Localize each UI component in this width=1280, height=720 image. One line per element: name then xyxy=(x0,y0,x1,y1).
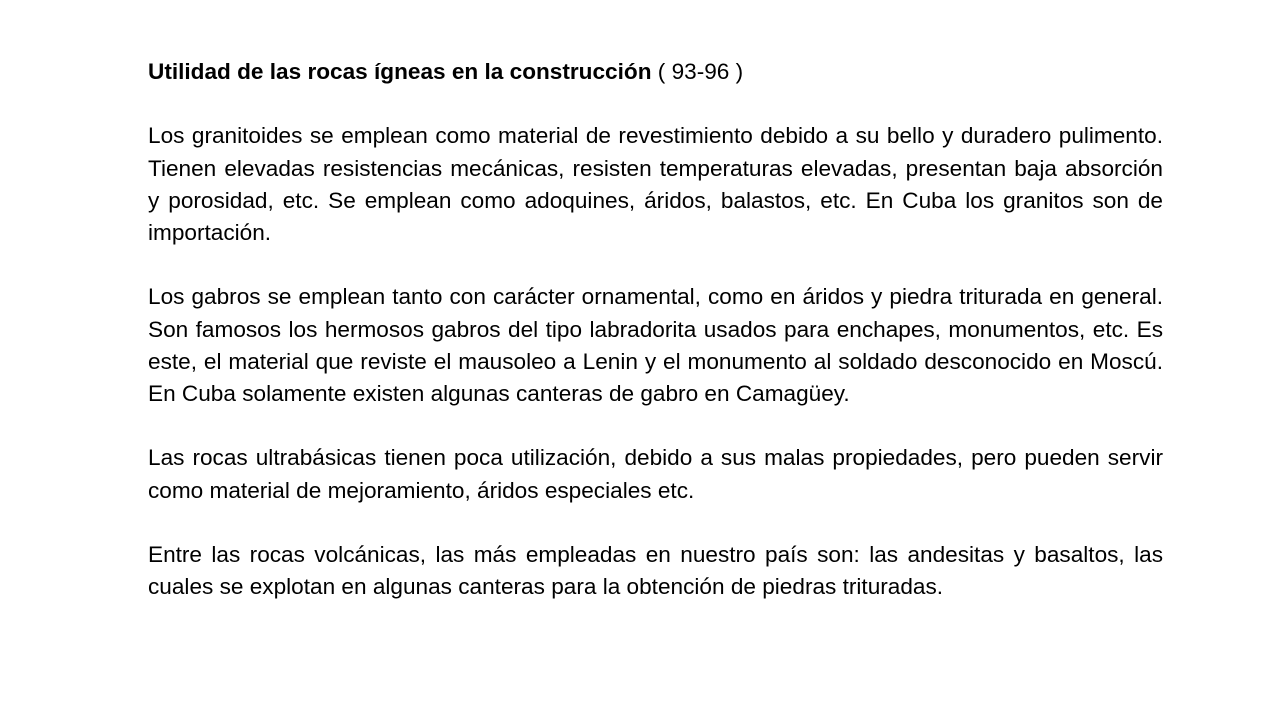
paragraph-gabros: Los gabros se emplean tanto con carácter ornamental, como en áridos y piedra triturada en general. Son famosos los hermosos gabros del tipo labradorita usados para enchapes, monumentos, etc. Es este, el material que reviste el mausoleo a Lenin y el monumento al soldado desconocido en Moscú. En Cuba solamente existen algunas canteras de gabro en Camagüey. xyxy=(148,284,1163,406)
paragraph-volcanicas: Entre las rocas volcánicas, las más empleadas en nuestro país son: las andesitas y basaltos, las cuales se explotan en algunas canteras para la obtención de piedras trituradas. xyxy=(148,541,1163,600)
heading-title: Utilidad de las rocas ígneas en la construcción xyxy=(148,59,652,84)
paragraph-ultrabasicas: Las rocas ultrabásicas tienen poca utilización, debido a sus malas propiedades, pero pueden servir como material de mejoramiento, áridos especiales etc. xyxy=(148,445,1163,503)
heading-page-range: ( 93-96 ) xyxy=(651,59,744,84)
slide-heading xyxy=(148,56,1163,88)
slide-body xyxy=(148,56,1163,603)
paragraph-granitoides: Los granitoides se emplean como material de revestimiento debido a su bello y duradero pulimento. Tienen elevadas resistencias mecánicas, resisten temperaturas elevadas, presentan baja absorción y porosidad, etc. Se emplean como adoquines, áridos, balastos, etc. En Cuba los granitos son de importación. xyxy=(148,123,1163,245)
